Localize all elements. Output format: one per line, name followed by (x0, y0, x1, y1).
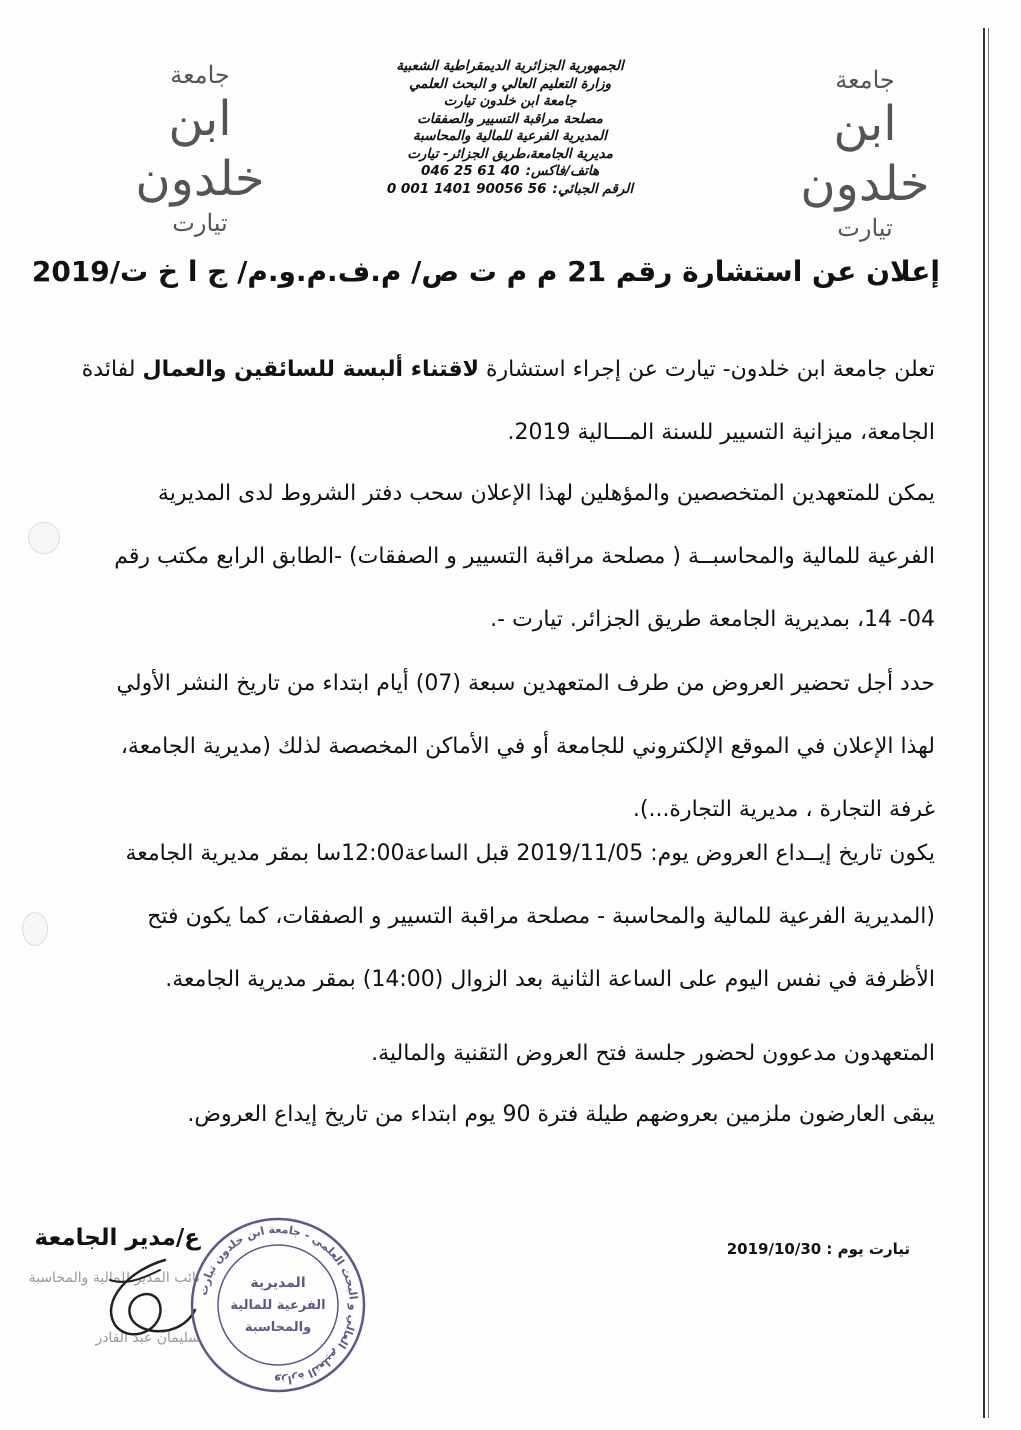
tax-value: 0 001 1401 90056 56 (386, 180, 547, 197)
text-segment: تعلن جامعة ابن خلدون- تيارت عن إجراء استشارة (479, 357, 935, 382)
logo-big-word: ابن خلدون (800, 96, 930, 212)
logo-top-word: جامعة (170, 61, 230, 89)
paragraph-2-line-1: يمكن للمتعهدين المتخصصين والمؤهلين لهذا الإعلان سحب دفتر الشروط لدى المديرية (157, 481, 935, 506)
phone-label: هاتف/فاكس: (525, 163, 600, 179)
official-stamp (188, 1215, 368, 1395)
header-university: جامعة ابن خلدون تيارت (443, 93, 577, 109)
signatory-title: ع/مدير الجامعة (34, 1225, 200, 1251)
header-service: مصلحة مراقبة التسيير والصفقات (417, 110, 603, 127)
paragraph-2-line-2: الفرعية للمالية والمحاسبــة ( مصلحة مراقبة التسيير و الصفقات) -الطابق الرابع مكتب رقم (114, 544, 935, 569)
stamp-inner-line-1: المديرية (250, 1275, 306, 1291)
stamp-inner-line-2: الفرعية للمالية (230, 1298, 326, 1313)
text-segment: لفائدة (81, 357, 143, 382)
paragraph-6-line-1: يبقى العارضون ملزمين بعروضهم طيلة فترة 90 يوم ابتداء من تاريخ إيداع العروض. (187, 1102, 935, 1127)
signatory-faint-line-2: سليمان عبد القادر (95, 1330, 200, 1346)
logo-big-word: ابن خلدون (135, 91, 265, 207)
header-republic: الجمهورية الجزائرية الديمقراطية الشعبية (396, 58, 624, 74)
paragraph-2 (40, 462, 935, 651)
header-phone (360, 163, 660, 181)
header-ministry: وزارة التعليم العالي و البحث العلمي (408, 75, 612, 92)
paragraph-4-line-3: الأظرفة في نفس اليوم على الساعة الثانية بعد الزوال (14:00) بمقر مديرية الجامعة. (165, 967, 935, 992)
paragraph-3 (40, 652, 935, 841)
header-directorate: المديرية الفرعية للمالية والمحاسبة (412, 128, 608, 144)
paragraph-3-line-1: حدد أجل تحضير العروض من طرف المتعهدين سبعة (07) أيام ابتداء من تاريخ النشر الأولي (116, 671, 935, 696)
paragraph-6 (40, 1083, 935, 1146)
date-label: تيارت يوم : (826, 1240, 910, 1258)
paragraph-1-line-2: الجامعة، ميزانية التسيير للسنة المـــالية 2019. (507, 420, 935, 445)
university-logo-left (125, 55, 275, 237)
letterhead (360, 58, 660, 198)
paragraph-3-line-2: لهذا الإعلان في الموقع الإلكتروني للجامعة أو في الأماكن المخصصة لذلك (مديرية الجامعة، (120, 734, 935, 759)
paragraph-1-line-1 (40, 338, 935, 401)
paragraph-3-line-3: غرفة التجارة ، مديرية التجارة...). (632, 797, 935, 822)
signatory-faint-line-1: نائب المدير للمالية والمحاسبة (28, 1270, 200, 1286)
logo-bottom-word: تيارت (172, 209, 228, 237)
paragraph-4-line-1: يكون تاريخ إيــداع العروض يوم: 2019/11/05 قبل الساعة12:00سا بمقر مديرية الجامعة (125, 841, 935, 866)
paragraph-4 (40, 822, 935, 1011)
phone-value: 046 25 61 40 (420, 163, 520, 179)
paragraph-1 (40, 338, 935, 464)
university-logo-right (790, 60, 940, 242)
paragraph-4-line-2: (المديرية الفرعية للمالية والمحاسبة - مصلحة مراقبة التسيير و الصفقات، كما يكون فتح (147, 904, 935, 929)
tax-label: الرقم الجبائي: (552, 180, 634, 197)
stamp-arc-text: وزارة التعليم العالي و البحث العلمي - جامعة ابن خلدون تيارت (196, 1222, 361, 1388)
logo-bottom-word: تيارت (837, 214, 893, 242)
stamp-inner-line-3: والمحاسبة (244, 1320, 312, 1335)
date-value: 2019/10/30 (726, 1240, 822, 1258)
paragraph-5 (40, 1022, 935, 1085)
paragraph-5-line-1: المتعهدون مدعوون لحضور جلسة فتح العروض التقنية والمالية. (371, 1041, 935, 1066)
bold-subject: لاقتناء ألبسة للسائقين والعمال (142, 357, 480, 382)
scan-edge-line-thin (988, 28, 989, 1418)
header-tax-number (360, 181, 660, 199)
scan-edge-line (983, 28, 985, 1418)
issue-date (690, 1240, 910, 1258)
announcement-title: إعلان عن استشارة رقم 21 م م ت ص/ م.ف.م.و.م/ ج ا خ ت/2019 (31, 255, 940, 288)
logo-top-word: جامعة (835, 66, 895, 94)
header-address: مديرية الجامعة،طريق الجزائر- تيارت (407, 145, 613, 162)
paragraph-2-line-3: 04- 14، بمديرية الجامعة طريق الجزائر. تيارت -. (490, 607, 935, 632)
